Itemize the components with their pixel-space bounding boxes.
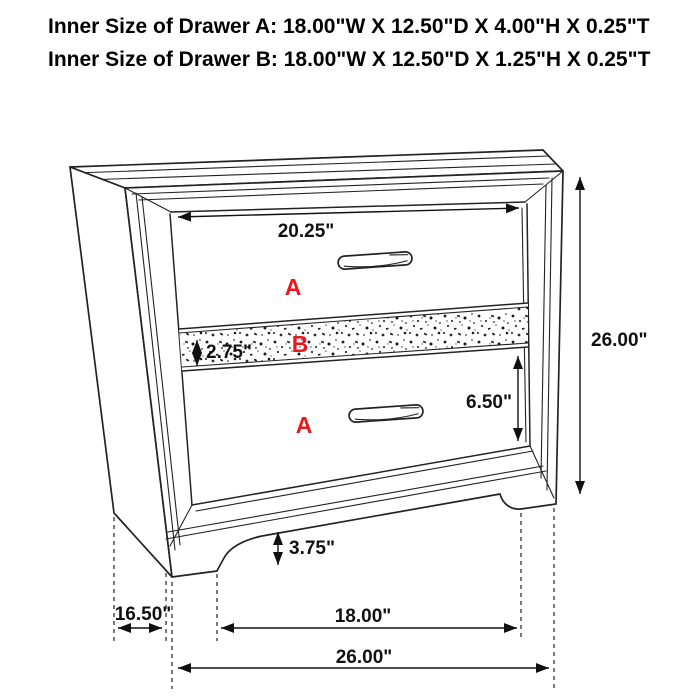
middle-band-label: B [291,331,309,357]
top-opening-width-label: 20.25" [277,221,335,242]
bottom-opening-height-label: 6.50" [466,392,512,413]
band-height-label: 2.75" [206,342,252,363]
inner-size-drawer-b-text: Inner Size of Drawer B: 18.00"W X 12.50"D X 1.25"H X 0.25"T [48,48,651,71]
overall-width-label: 26.00" [335,647,393,668]
nightstand-drawing [70,150,563,577]
foot-height-label: 3.75" [289,538,335,559]
depth-label: 16.50" [114,604,172,625]
bottom-drawer-label: A [295,412,313,438]
between-feet-width-label: 18.00" [334,606,392,627]
inner-size-drawer-a-text: Inner Size of Drawer A: 18.00"W X 12.50"D X 4.00"H X 0.25"T [48,15,650,38]
top-drawer-label: A [284,274,302,300]
overall-height-label: 26.00" [591,330,648,351]
front-face [125,171,563,577]
